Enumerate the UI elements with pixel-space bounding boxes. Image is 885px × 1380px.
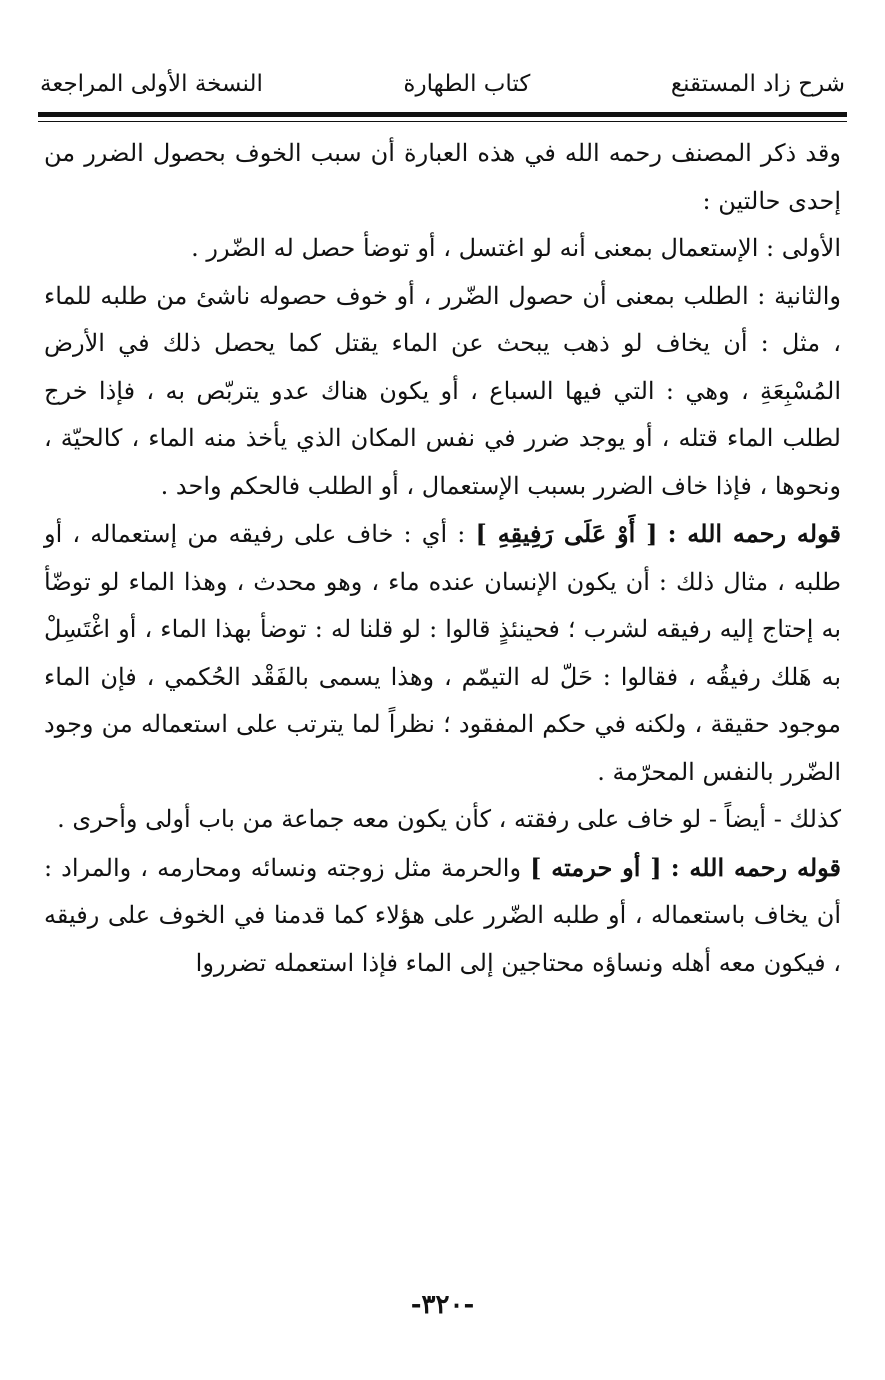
edition-label: النسخة الأولى المراجعة — [40, 71, 263, 97]
paragraph — [44, 844, 841, 988]
header-rule-thin — [38, 121, 847, 122]
paragraph — [44, 273, 841, 511]
paragraph-lead: قوله رحمه الله : — [667, 519, 841, 548]
body-text — [44, 130, 841, 987]
matn-quote: [ أَوْ عَلَى رَفِيقِهِ ] — [475, 519, 658, 548]
matn-quote: [ أو حرمته ] — [530, 852, 662, 882]
paragraph — [44, 130, 841, 225]
paragraph-text: والثانية : الطلب بمعنى أن حصول الضّرر ، أو خوف حصوله ناشئ من طلبه للماء ، مثل : أن يخاف لو ذهب يبحث عن الماء يقتل كما يحصل ذلك في الأرض المُسْبِعَةِ ، وهي : التي فيها السباع ، أو يكون هناك عدو يتربّص به ، فإذا خرج لطلب الماء قتله ، أو يوجد ضرر في نفس المكان الذي يأخذ منه الماء ، كالحيّة ، ونحوها ، فإذا خاف الضرر بسبب الإستعمال ، أو الطلب فالحكم واحد . — [44, 281, 842, 500]
paragraph-lead: قوله رحمه الله : — [670, 852, 842, 882]
paragraph-text: الأولى : الإستعمال بمعنى أنه لو اغتسل ، أو توضأ حصل له الضّرر . — [191, 234, 841, 262]
paragraph — [44, 510, 841, 796]
paragraph — [44, 796, 841, 844]
paragraph — [44, 225, 841, 273]
paragraph-text: كذلك - أيضاً - لو خاف على رفقته ، كأن يكون معه جماعة من باب أولى وأحرى . — [57, 805, 841, 833]
paragraph-text: وقد ذكر المصنف رحمه الله في هذه العبارة أن سبب الخوف بحصول الضرر من إحدى حالتين : — [44, 139, 841, 215]
header-rule-thick — [38, 112, 847, 117]
book-title: شرح زاد المستقنع — [670, 71, 845, 97]
chapter-title: كتاب الطهارة — [403, 71, 531, 97]
running-header — [40, 62, 845, 106]
paragraph-text: والحرمة مثل زوجته ونسائه ومحارمه ، والمراد : أن يخاف باستعماله ، أو طلبه الضّرر على هؤلاء كما قدمنا في الخوف على رفيقه ، فيكون معه أهله ونساؤه محتاجين إلى الماء فإذا استعمله تضرروا — [44, 853, 841, 977]
page-number: -٣٢٠- — [410, 1290, 475, 1320]
paragraph-text: : أي : خاف على رفيقه من إستعماله ، أو طلبه ، مثال ذلك : أن يكون الإنسان عنده ماء ، وهو محدث ، وهذا الماء لو توضّأ به إحتاج إليه رفيقه لشرب ؛ فحينئذٍ قالوا : لو قلنا له : توضأ بهذا الماء ، أو اغْتَسِلْ به هَلك رفيقُه ، فقالوا : حَلّ له التيمّم ، وهذا يسمى بالفَقْد الحُكمي ، فإن الماء موجود حقيقة ، ولكنه في حكم المفقود ؛ نظراً لما يترتب على استعماله من وجود الضّرر بالنفس المحرّمة . — [44, 520, 841, 786]
